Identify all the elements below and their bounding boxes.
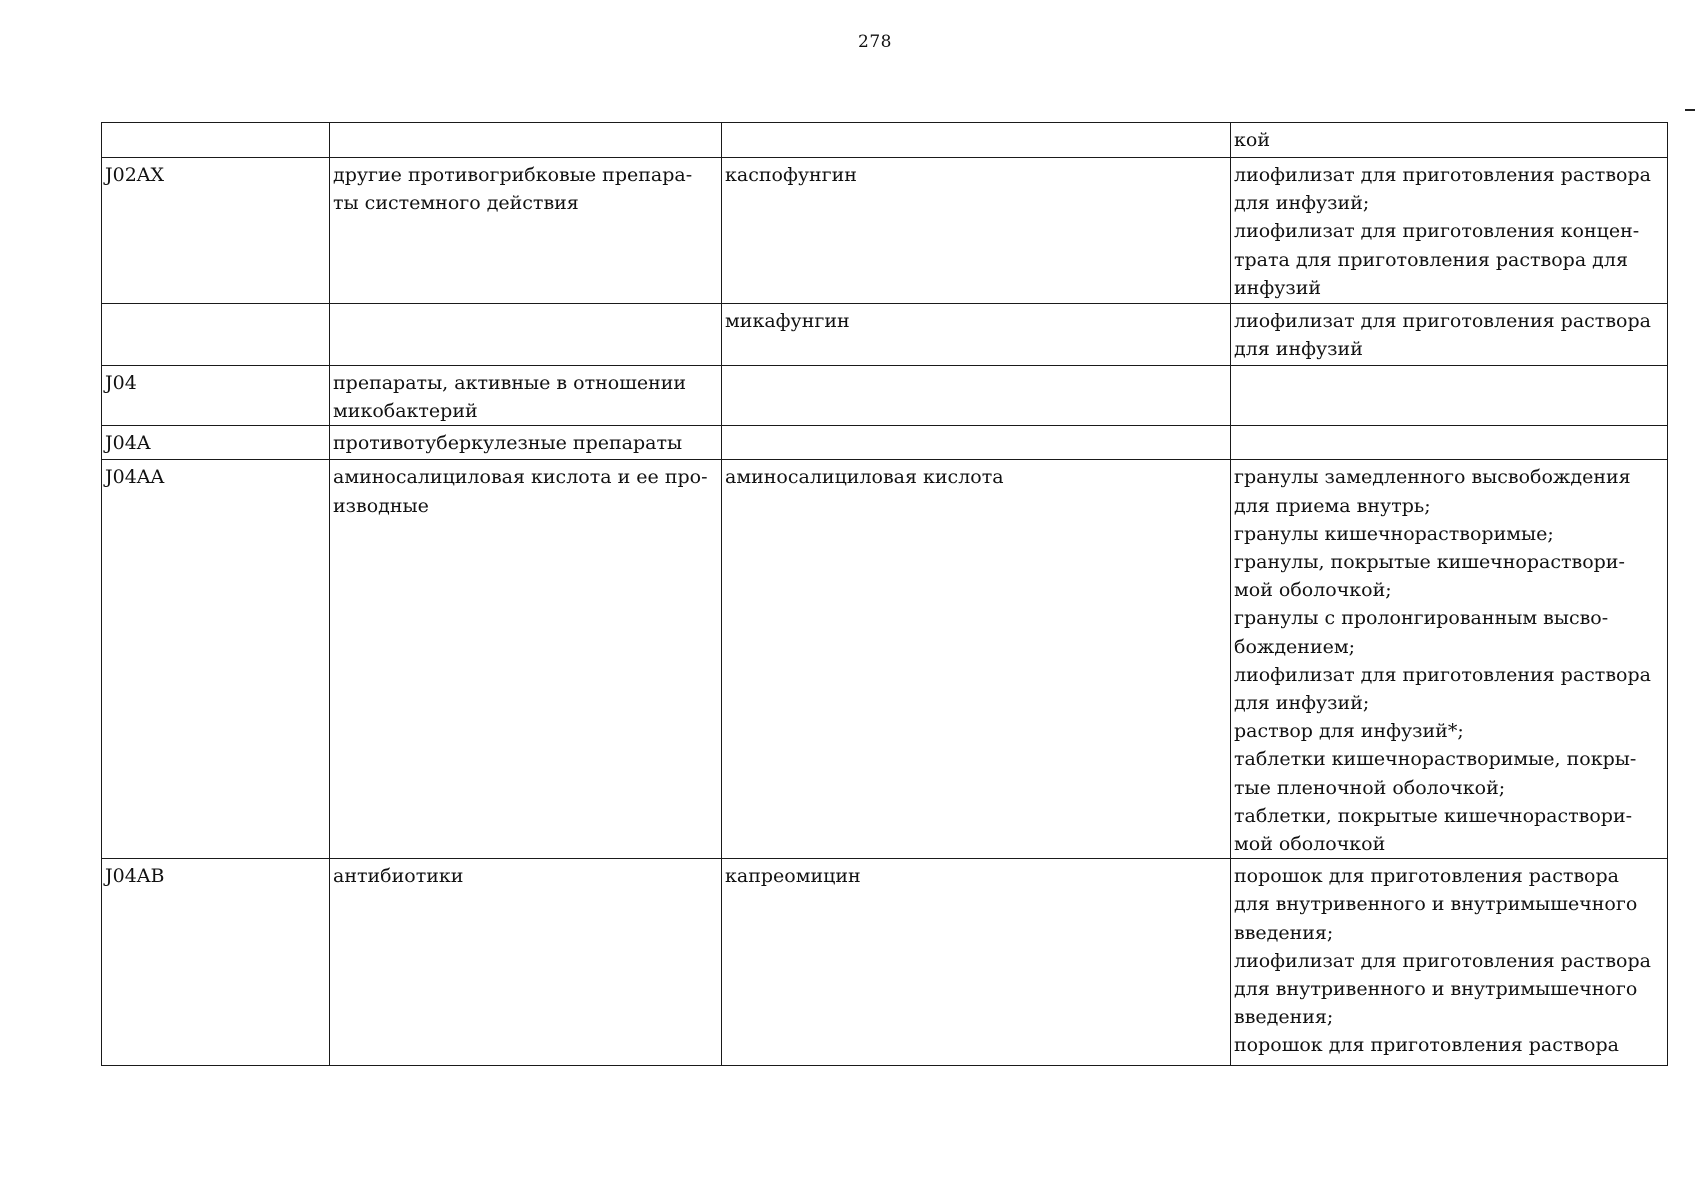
text-line: препараты, активные в отношении (333, 372, 687, 394)
dosage-form-line: лиофилизат для приготовления раствора (1234, 663, 1651, 686)
pharmacological-group-cell (330, 123, 722, 158)
text-line: микобактерий (333, 400, 478, 423)
dosage-form-line: для инфузий; (1234, 192, 1370, 215)
cell-text: J04A (105, 432, 151, 455)
dosage-form-line: лиофилизат для приготовления раствора (1234, 164, 1651, 186)
drug-name-cell (722, 460, 1231, 859)
text-line: антибиотики (333, 865, 464, 888)
text-line: ты системного действия (333, 192, 579, 215)
dosage-form-line: трата для приготовления раствора для (1234, 248, 1628, 271)
dosage-form-cell (1231, 859, 1668, 1066)
cell-text: J04 (105, 372, 137, 394)
cell-text: J04AB (105, 865, 165, 888)
dosage-form-line: для инфузий; (1234, 692, 1370, 715)
dosage-form-line: инфузий (1234, 276, 1322, 299)
dosage-form-cell (1231, 460, 1668, 859)
dosage-form-line: раствор для инфузий*; (1234, 720, 1464, 743)
table-row (102, 859, 1668, 1066)
pharmacological-group-cell (330, 158, 722, 304)
dosage-form-cell (1231, 366, 1668, 426)
dosage-form-line: тые пленочной оболочкой; (1234, 776, 1506, 799)
dosage-form-line: бождением; (1234, 635, 1356, 658)
pharmacological-group-cell (330, 426, 722, 460)
dosage-form-line: гранулы с пролонгированным высво- (1234, 607, 1609, 630)
drug-name-cell (722, 304, 1231, 366)
atc-code-cell (102, 366, 330, 426)
dosage-form-line: мой оболочкой; (1234, 579, 1392, 602)
page-number: 278 (858, 32, 892, 52)
drug-name-cell (722, 366, 1231, 426)
drug-name-cell (722, 158, 1231, 304)
cell-text: каспофунгин (725, 164, 857, 186)
table-row (102, 426, 1668, 460)
text-line: противотуберкулезные препараты (333, 432, 683, 455)
dosage-form-line: гранулы кишечнорастворимые; (1234, 522, 1554, 545)
dosage-form-line: таблетки кишечнорастворимые, покры- (1234, 748, 1637, 771)
text-line: изводные (333, 494, 429, 517)
drug-name-cell (722, 859, 1231, 1066)
dosage-form-line: гранулы замедленного высвобождения (1234, 466, 1631, 489)
cell-text: аминосалициловая кислота (725, 466, 1004, 489)
dosage-form-cell (1231, 123, 1668, 158)
table-row (102, 123, 1668, 158)
pharmacological-group-cell (330, 859, 722, 1066)
dosage-form-line: лиофилизат для приготовления раствора (1234, 949, 1651, 972)
dosage-form-line: лиофилизат для приготовления концен- (1234, 220, 1640, 243)
cell-text: J04AA (105, 466, 165, 489)
drug-name-cell (722, 123, 1231, 158)
atc-code-cell (102, 859, 330, 1066)
scan-mark (1685, 109, 1695, 111)
dosage-form-line: таблетки, покрытые кишечнораствори- (1234, 804, 1633, 827)
atc-code-cell (102, 158, 330, 304)
drug-name-cell (722, 426, 1231, 460)
dosage-form-cell (1231, 304, 1668, 366)
table-body (102, 123, 1668, 1066)
atc-code-cell (102, 304, 330, 366)
cell-text: микафунгин (725, 310, 850, 332)
dosage-form-line: для внутривенного и внутримышечного (1234, 978, 1638, 1001)
atc-code-cell (102, 460, 330, 859)
dosage-form-line: введения; (1234, 1006, 1334, 1029)
table-row (102, 366, 1668, 426)
dosage-form-line: для инфузий (1234, 338, 1363, 361)
atc-code-cell (102, 426, 330, 460)
table-row (102, 304, 1668, 366)
atc-code-cell (102, 123, 330, 158)
dosage-form-line: гранулы, покрытые кишечнораствори- (1234, 551, 1625, 574)
dosage-form-line: мой оболочкой (1234, 833, 1386, 856)
pharmacological-group-cell (330, 460, 722, 859)
dosage-form-line: лиофилизат для приготовления раствора (1234, 310, 1651, 332)
text-line: аминосалициловая кислота и ее про- (333, 466, 708, 489)
cell-text: J02AX (105, 164, 165, 186)
dosage-form-line: введения; (1234, 921, 1334, 944)
pharmacological-group-cell (330, 366, 722, 426)
table-row (102, 158, 1668, 304)
dosage-form-cell (1231, 158, 1668, 304)
dosage-form-line: порошок для приготовления раствора (1234, 865, 1619, 888)
dosage-form-line: кой (1234, 129, 1270, 151)
pharmacological-group-cell (330, 304, 722, 366)
dosage-form-line: для внутривенного и внутримышечного (1234, 893, 1638, 916)
dosage-form-line: порошок для приготовления раствора (1234, 1034, 1619, 1057)
cell-text: капреомицин (725, 865, 861, 888)
dosage-form-cell (1231, 426, 1668, 460)
text-line: другие противогрибковые препара- (333, 164, 693, 186)
table-row (102, 460, 1668, 859)
dosage-form-line: для приема внутрь; (1234, 494, 1431, 517)
drug-table (101, 122, 1668, 1066)
